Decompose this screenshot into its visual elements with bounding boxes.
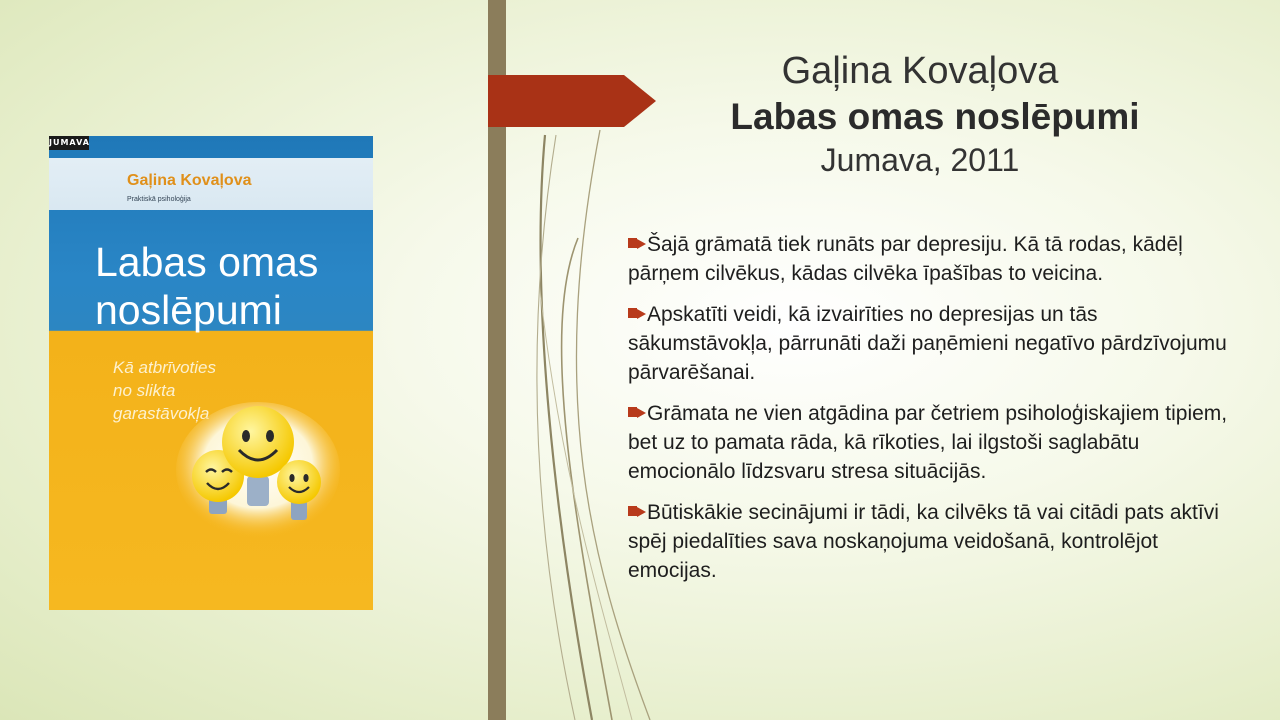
- bullet-arrow-head-icon: [637, 408, 646, 418]
- cover-author: Gaļina Kovaļova: [127, 172, 252, 189]
- bullet-arrow-head-icon: [637, 507, 646, 517]
- bullet-item: [628, 399, 1228, 486]
- smiling-lightbulbs-icon: [173, 398, 343, 538]
- bullet-text: Grāmata ne vien atgādina par četriem psiholoģiskajiem tipiem, bet uz to pamata rāda, kā rīkoties, lai ilgstoši saglabātu emocionālo līdzsvaru stresa situācijās.: [628, 402, 1228, 483]
- bullet-arrow-icon: [628, 308, 637, 318]
- book-cover-image: [49, 136, 373, 610]
- bullet-arrow-head-icon: [637, 309, 646, 319]
- bullet-arrow-icon: [628, 506, 637, 516]
- slide-author: Gaļina Kovaļova: [781, 50, 1059, 92]
- bullet-arrow-icon: [628, 238, 637, 248]
- cover-series: Praktiskā psiholoģija: [127, 196, 191, 203]
- bullet-item: [628, 498, 1228, 585]
- slide-publisher: Jumava, 2011: [820, 142, 1020, 178]
- bullet-arrow-head-icon: [637, 239, 646, 249]
- bullet-list: [628, 230, 1228, 597]
- cover-tagline-line2: no slikta: [113, 381, 176, 400]
- cover-publisher-mark: JUMAVA: [49, 136, 89, 150]
- cover-title-line2: noslēpumi: [95, 287, 282, 333]
- bullet-text: Šajā grāmatā tiek runāts par depresiju. Kā tā rodas, kādēļ pārņem cilvēkus, kādas cilvēka īpašības to veicina.: [628, 233, 1183, 285]
- bullet-item: [628, 300, 1228, 387]
- cover-tagline-line3: garastāvokļa: [113, 404, 210, 423]
- cover-title: [95, 238, 365, 334]
- slide-title: Labas omas noslēpumi: [730, 96, 1140, 137]
- bullet-item: [628, 230, 1228, 288]
- cover-title-line1: Labas omas: [95, 239, 319, 285]
- bullet-arrow-icon: [628, 407, 637, 417]
- bullet-text: Apskatīti veidi, kā izvairīties no depresijas un tās sākumstāvokļa, pārrunāti daži paņēmieni negatīvo pārdzīvojumu pārvarēšanai.: [628, 303, 1227, 384]
- bullet-text: Būtiskākie secinājumi ir tādi, ka cilvēks tā vai citādi pats aktīvi spēj piedalīties sava noskaņojuma veidošanā, kontrolējot emocijas.: [628, 501, 1219, 582]
- cover-tagline-line1: Kā atbrīvoties: [113, 358, 216, 377]
